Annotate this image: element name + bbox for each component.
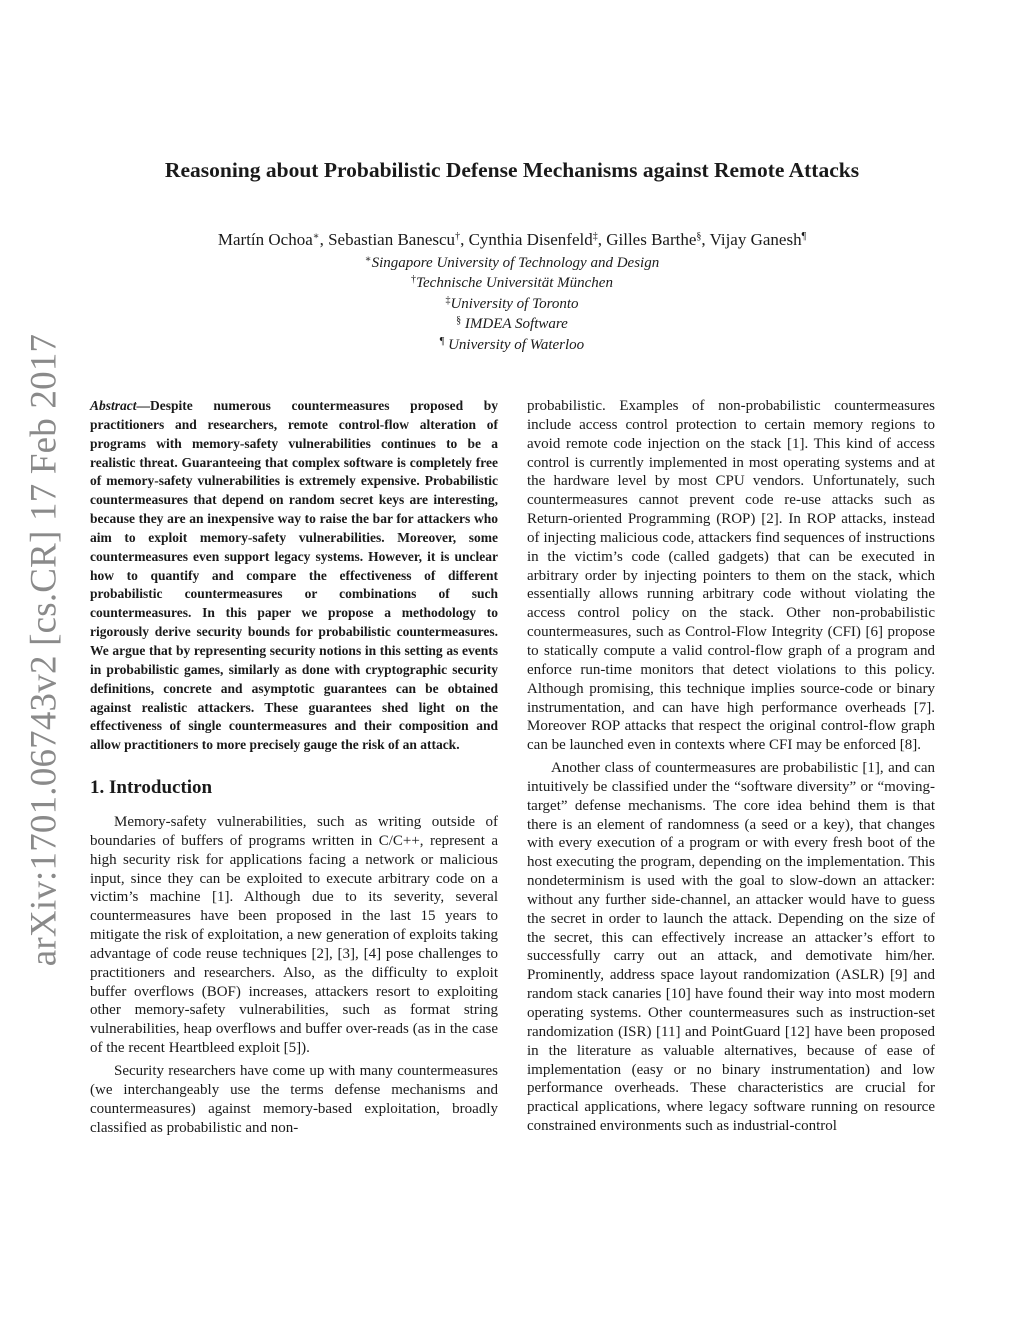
author-mark: ¶ — [801, 231, 807, 242]
affiliation-name: IMDEA Software — [461, 316, 568, 333]
author-mark: † — [455, 231, 461, 242]
affiliation — [0, 314, 1024, 334]
abstract-label: Abstract — [90, 398, 137, 413]
right-column — [527, 397, 935, 1136]
author-mark: ∗ — [312, 231, 320, 242]
abstract-text: —Despite numerous countermeasures proposed by practitioners and researchers, remote control-flow alteration of programs with memory-safety vulnerabilities continues to be a realistic threat. Guaranteeing that complex software is completely free of memory-safety vulnerabilities is extremely expensive. Probabilistic countermeasures that depend on random secret keys are interesting, because they are an inexpensive way to raise the bar for attackers who aim to exploit memory-safety vulnerabilities. Moreover, some countermeasures even support legacy systems. However, it is unclear how to quantify and compare the effectiveness of different probabilistic countermeasures or combinations of such countermeasures. In this paper we propose a methodology to rigorously derive security bounds for probabilistic countermeasures. We argue that by representing security notions in this setting as events in probabilistic games, similarly as done with cryptographic security definitions, concrete and asymptotic guarantees can be obtained against realistic attackers. These guarantees shed light on the effectiveness of single countermeasures and their composition and allow practitioners to more precisely gauge the risk of an attack. — [90, 398, 498, 753]
author-mark: ‡ — [592, 231, 598, 242]
paragraph: Another class of countermeasures are probabilistic [1], and can intuitively be classified under the “software diversity” or “moving-target” defense mechanisms. The core idea behind them is that there is an element of randomness (a seed or a key), that changes with every execution of a program or with every fresh boot of the host executing the program, depending on the implementation. This nondeterminism is used with the goal to slow-down an attacker: without any further side-channel, an attacker would have to guess the secret in order to launch the attack. Depending on the size of the secret, this can effectively increase an attacker’s effort to successfully carry out an attack, and demotivate him/her. Prominently, address space layout randomization (ASLR) [9] and random stack canaries [10] have found their way into most modern operating systems. Other countermeasures such as instruction-set randomization (ISR) [11] and PointGuard [12] have been proposed in the literature as valuable alternatives, because of ease of implementation (easy or no binary instrumentation) and low performance overheads. These characteristics are crucial for practical applications, where legacy software running on resource constrained environments such as industrial-control — [527, 760, 935, 1135]
author-name: Sebastian Banescu — [328, 230, 456, 249]
author-name: Cynthia Disenfeld — [468, 230, 593, 249]
affiliation-name: Technische Universität München — [416, 275, 613, 292]
abstract — [90, 397, 498, 755]
affiliation-mark: ∗ — [364, 254, 372, 265]
author-name: Martín Ochoa — [217, 230, 313, 249]
author-name: Vijay Ganesh — [709, 230, 802, 249]
affiliation-mark: § — [456, 315, 462, 327]
affiliation-name: Singapore University of Technology and Design — [371, 255, 660, 271]
paragraph: Memory-safety vulnerabilities, such as writing outside of boundaries of buffers of programs written in C/C++, represent a high security risk for applications facing a network or malicious input, since they can be exploited to execute arbitrary code on a victim’s machine [1]. Although due to its severity, several countermeasures have been proposed in the last 15 years to mitigate the risk of exploitation, a new generation of exploits taking advantage of code reuse techniques [2], [3], [4] pose challenges to practitioners and researchers. Also, as the difficulty to exploit buffer overflows (BOF) increases, attackers resort to exploiting other memory-safety vulnerabilities, such as format string vulnerabilities, heap overflows and buffer over-reads (as in the case of the recent Heartbleed exploit [5]). — [90, 814, 498, 1057]
affiliation — [0, 294, 1024, 314]
affiliation — [0, 335, 1024, 355]
left-column — [90, 397, 498, 1137]
author-list: Martín Ochoa∗, Sebastian Banescu†, Cynthia Disenfeld‡, Gilles Barthe§, Vijay Ganesh¶ — [217, 230, 807, 249]
affiliation-list — [0, 253, 1024, 355]
author-mark: § — [696, 231, 702, 242]
affiliation-name: University of Toronto — [450, 295, 579, 312]
affiliation-mark: ‡ — [445, 294, 451, 306]
paragraph: Security researchers have come up with many countermeasures (we interchangeably use the terms defense mechanisms and countermeasures) against memory-based exploitation, broadly classified as probabilistic and non- — [90, 1063, 498, 1136]
affiliation — [0, 253, 1024, 273]
affiliation-name: University of Waterloo — [444, 336, 585, 353]
paper-title: Reasoning about Probabilistic Defense Mechanisms against Remote Attacks — [164, 158, 860, 182]
paragraph: probabilistic. Examples of non-probabilistic countermeasures include access control protection to certain memory regions to avoid remote code injection on the stack [1]. This kind of access control is currently implemented in most operating systems and at the hardware level by most CPU vendors. Unfortunately, such countermeasures cannot prevent code re-use attacks such as Return-oriented Programming (ROP) [2]. In ROP attacks, instead of injecting malicious code, attackers find sequences of instructions in the victim’s code (called gadgets) that can be executed in arbitrary order by injecting pointers to them on the stack, which essentially allows running arbitrary code without violating the access control policy on the stack. Other non-probabilistic countermeasures, such as Control-Flow Integrity (CFI) [6] propose to statically compute a valid control-flow graph of a program and enforce run-time monitors that detect violations to this policy. Although promising, this technique implies source-code or binary instrumentation, and can have high performance overheads [7]. Moreover ROP attacks that respect the original control-flow graph can be launched even in contexts where CFI may be enforced [8]. — [527, 398, 935, 754]
affiliation-mark: ¶ — [439, 335, 445, 347]
author-name: Gilles Barthe — [606, 230, 697, 249]
affiliation-mark: † — [411, 274, 417, 286]
affiliation — [0, 273, 1024, 293]
arxiv-identifier: arXiv:1701.06743v2 [cs.CR] 17 Feb 2017 — [23, 333, 65, 967]
section-heading: 1. Introduction — [90, 777, 213, 799]
